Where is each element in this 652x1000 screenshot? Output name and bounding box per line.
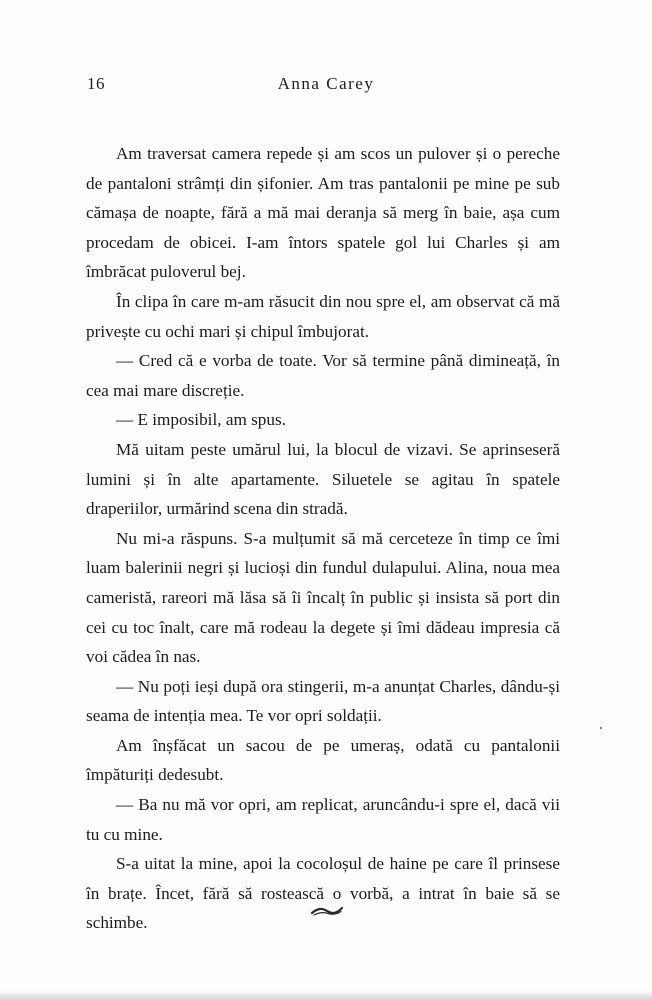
- running-head: [84, 74, 568, 98]
- scan-speck: [600, 727, 602, 729]
- paragraph: Nu mi-a răspuns. S-a mulțumit să mă cerceteze în timp ce îmi luam balerinii negri și lucioși din fundul dulapului. Alina, noua mea cameristă, rareori mă lăsa să îi încalț în public și insista să port din cei cu toc înalt, care mă rodeau la degete și îmi dădeau impresia că voi cădea în nas.: [86, 528, 560, 667]
- paragraph: S-a uitat la mine, apoi la cocoloșul de haine pe care îl prinsese în brațe. Încet, fără să rostească o vorbă, a intrat în baie să se schimbe.: [86, 854, 560, 933]
- swash-ornament-icon: [310, 904, 344, 918]
- paragraph: În clipa în care m-am răsucit din nou spre el, am observat că mă privește cu ochi mari și chipul îmbujorat.: [86, 291, 560, 341]
- scan-edge: [0, 990, 652, 1000]
- paragraph: — Cred că e vorba de toate. Vor să termine până dimineață, în cea mai mare discreție.: [86, 351, 560, 400]
- paragraph: Mă uitam peste umărul lui, la blocul de vizavi. Se aprinseseră lumini și în alte apartamente. Siluetele se agitau în spatele draperiilor, urmărind scena din stradă.: [86, 439, 560, 519]
- paragraph: Am traversat camera repede și am scos un pulover și o pereche de pantaloni strâmți din șifonier. Am tras pantalonii pe mine pe sub cămașa de noapte, fără a mă mai deranja să merg în baie, așa cum procedam de obicei. I-am întors spatele gol lui Charles și am îmbrăcat puloverul bej.: [86, 144, 560, 282]
- paragraph: Am înșfăcat un sacou de pe umeraș, odată cu pantalonii împăturiți dedesubt.: [86, 735, 560, 785]
- page-number: 16: [87, 74, 105, 93]
- body-text: [86, 139, 560, 938]
- paragraph: — E imposibil, am spus.: [116, 410, 286, 430]
- paragraph: — Nu poți ieși după ora stingerii, m-a anunțat Charles, dându-și seama de intenția mea. Te vor opri soldații.: [86, 676, 560, 726]
- paragraph: — Ba nu mă vor opri, am replicat, aruncându-i spre el, dacă vii tu cu mine.: [86, 795, 560, 844]
- running-head-author: Anna Carey: [277, 74, 375, 93]
